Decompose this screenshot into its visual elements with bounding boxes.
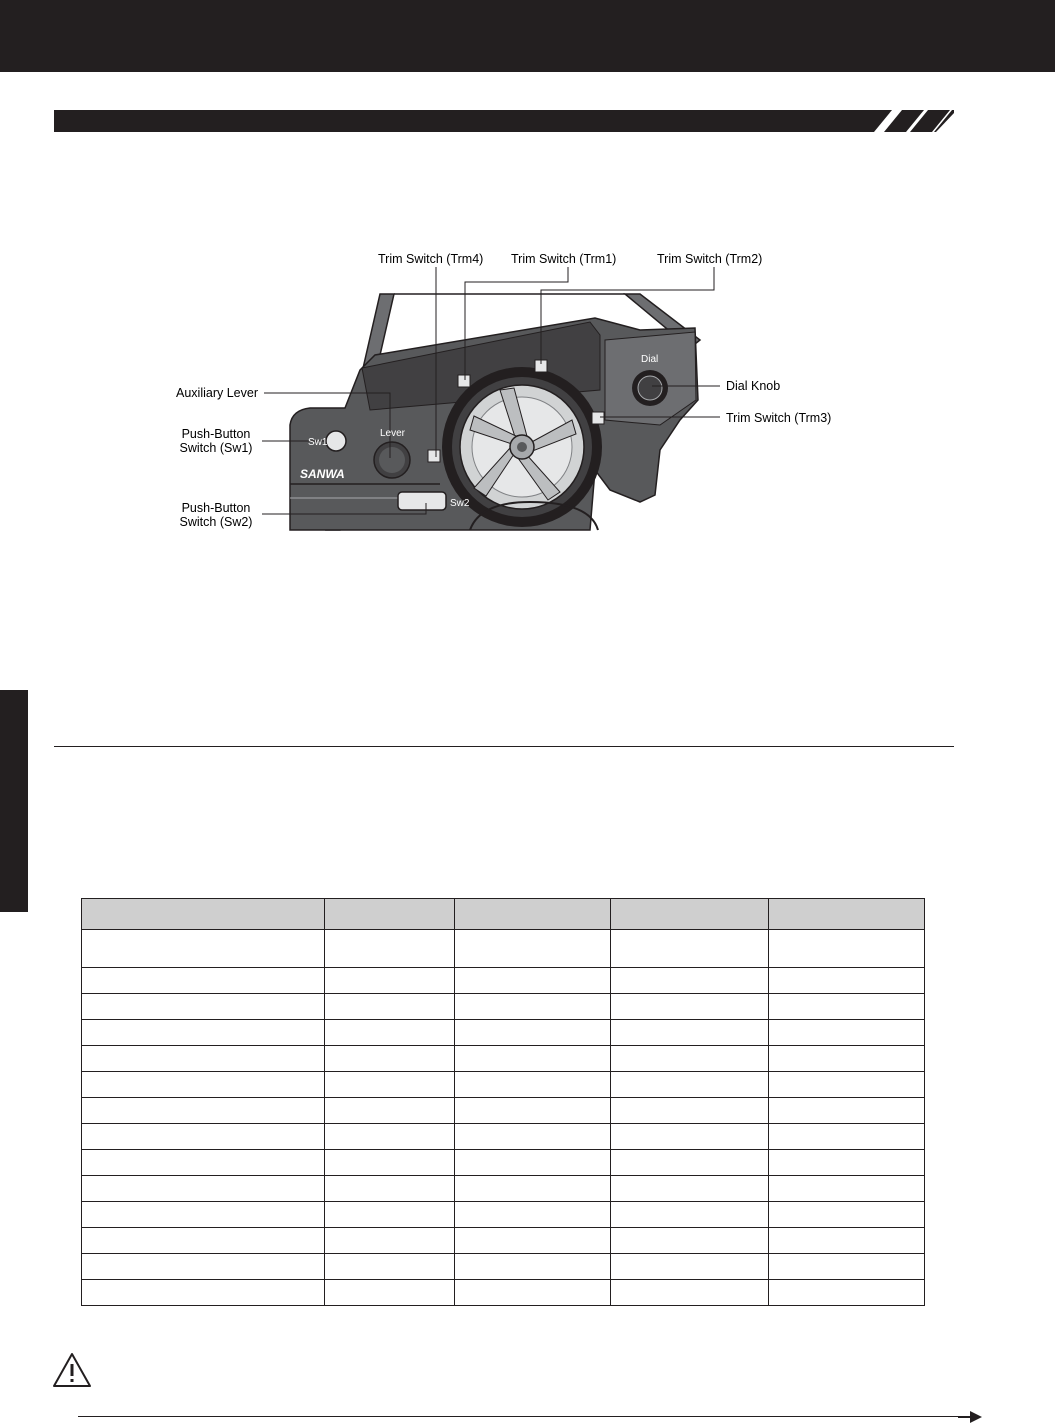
table-row xyxy=(82,1072,925,1098)
side-index-tab xyxy=(0,690,28,912)
table-row xyxy=(82,930,925,968)
sw1-device-label: Sw1 xyxy=(308,437,328,448)
callout-dial-knob: Dial Knob xyxy=(726,379,781,393)
section-divider xyxy=(54,746,954,747)
transmitter-figure xyxy=(0,240,1055,540)
callout-sw2-line1: Push-Button xyxy=(181,501,251,515)
table-header-cell xyxy=(611,899,769,930)
callout-sw1-line1: Push-Button xyxy=(181,427,251,441)
callout-trim-trm4: Trim Switch (Trm4) xyxy=(378,252,484,266)
callout-push-button-sw2 xyxy=(166,501,266,529)
table-row xyxy=(82,1176,925,1202)
callout-sw2-line2: Switch (Sw2) xyxy=(179,515,253,529)
sw2-device-label: Sw2 xyxy=(450,498,470,509)
brand-logo-text: SANWA xyxy=(300,467,345,481)
table-header-cell xyxy=(769,899,925,930)
table-header-cell xyxy=(325,899,455,930)
callout-trim-trm2: Trim Switch (Trm2) xyxy=(657,252,763,266)
spec-table xyxy=(81,898,925,1306)
table-row xyxy=(82,994,925,1020)
callout-trim-trm1: Trim Switch (Trm1) xyxy=(511,252,617,266)
table-row xyxy=(82,1046,925,1072)
callout-trim-trm3: Trim Switch (Trm3) xyxy=(726,411,832,425)
next-page-arrow-icon xyxy=(958,1410,984,1424)
callout-auxiliary-lever: Auxiliary Lever xyxy=(176,386,258,400)
table-header-row xyxy=(82,899,925,930)
table-header-cell xyxy=(455,899,611,930)
table-row xyxy=(82,1124,925,1150)
table-row xyxy=(82,968,925,994)
table-row xyxy=(82,1098,925,1124)
footer-rule xyxy=(78,1416,968,1417)
table-row xyxy=(82,1228,925,1254)
warning-icon xyxy=(52,1352,92,1388)
lever-device-label: Lever xyxy=(380,428,406,439)
table-row xyxy=(82,1254,925,1280)
table-header-cell xyxy=(82,899,325,930)
table-row xyxy=(82,1202,925,1228)
callout-push-button-sw1 xyxy=(166,427,266,455)
table-row xyxy=(82,1150,925,1176)
table-row xyxy=(82,1020,925,1046)
callout-sw1-line2: Switch (Sw1) xyxy=(179,441,253,455)
section-title-bar xyxy=(54,110,954,132)
table-row xyxy=(82,1280,925,1306)
dial-device-label: Dial xyxy=(641,354,659,365)
header-bar xyxy=(0,0,1055,72)
